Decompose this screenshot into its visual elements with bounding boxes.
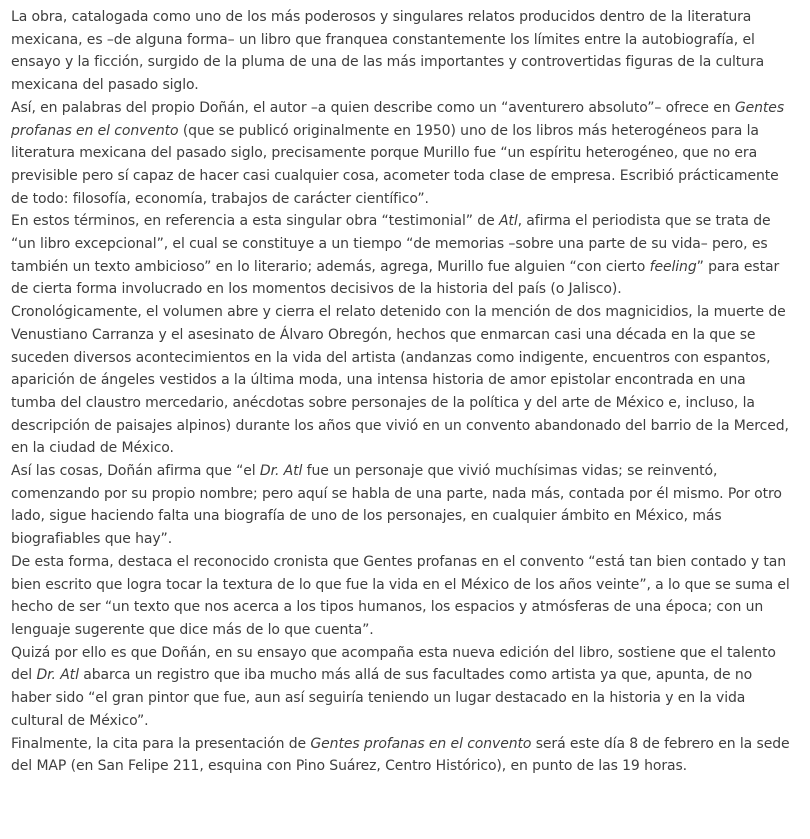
text-run: abarca un registro que iba mucho más allá de sus facultades como artista ya que, apunta, de no haber sido “el gran pintor que fue, aun así seguiría teniendo un lugar destacado en la historia y en la vida cultural de México”.: [11, 667, 753, 729]
text-run: (que se publicó originalmente en 1950) uno de los libros más heterogéneos para la literatura mexicana del pasado siglo, precisamente porque Murillo fue “un espíritu heterogéneo, que no era previsible pero sí capaz de hacer casi cualquier cosa, acometer toda clase de empresa. Escribió prácticamente de todo: filosofía, economía, trabajos de carácter científico”.: [11, 122, 779, 207]
text-run: La obra, catalogada como uno de los más poderosos y singulares relatos producidos dentro de la literatura mexicana, es –de alguna forma– un libro que franquea constantemente los límites entre la autobiografía, el ensayo y la ficción, surgido de la pluma de una de las más importantes y controvertidas figuras de la cultura mexicana del pasado siglo.: [11, 9, 765, 94]
paragraph: [11, 97, 790, 211]
text-run: En estos términos, en referencia a esta singular obra “testimonial” de: [11, 213, 499, 230]
italic-text-run: Dr. Atl: [36, 667, 79, 684]
italic-text-run: feeling: [649, 258, 697, 275]
text-run: fue un personaje que vivió muchísimas vidas; se reinventó, comenzando por su propio nombre; pero aquí se habla de una parte, nada más, contada por él mismo. Por otro lado, sigue haciendo falta una biografía de uno de los personajes, en cualquier ámbito en México, más biografiables que hay”.: [11, 463, 782, 548]
text-run: Cronológicamente, el volumen abre y cierra el relato detenido con la mención de dos magnicidios, la muerte de Venustiano Carranza y el asesinato de Álvaro Obregón, hechos que enmarcan casi una década en la que se suceden diversos acontecimientos en la vida del artista (andanzas como indigente, encuentros con espantos, aparición de ángeles vestidos a la última moda, una intensa historia de amor epistolar encontrada en una tumba del claustro mercedario, anécdotas sobre personajes de la política y del arte de México e, incluso, la descripción de paisajes alpinos) durante los años que vivió en un convento abandonado del barrio de la Merced, en la ciudad de México.: [11, 304, 789, 457]
paragraph: [11, 460, 790, 551]
paragraph: [11, 642, 790, 733]
paragraph: [11, 301, 790, 460]
text-run: Quizá por ello es que Doñán, en su ensayo que acompaña esta nueva edición del libro, sostiene que el talento del: [11, 644, 776, 684]
text-run: De esta forma, destaca el reconocido cronista que Gentes profanas en el convento “está tan bien contado y tan bien escrito que logra tocar la textura de lo que fue la vida en el México de los años veinte”, a lo que se suma el hecho de ser “un texto que nos acerca a los tipos humanos, los espacios y atmósferas de una época; con un lenguaje sugerente que dice más de lo que cuenta”.: [11, 553, 790, 638]
paragraph: [11, 210, 790, 301]
italic-text-run: Gentes profanas en el convento: [310, 735, 532, 752]
text-run: , afirma el periodista que se trata de “un libro excepcional”, el cual se constituye a un tiempo “de memorias –sobre una parte de su vida– pero, es también un texto ambicioso” en lo literario; además, agrega, Murillo fue alguien “con cierto: [11, 213, 771, 275]
italic-text-run: Gentes profanas en el convento: [11, 99, 785, 139]
text-run: Finalmente, la cita para la presentación de: [11, 735, 311, 752]
text-run: Así, en palabras del propio Doñán, el autor –a quien describe como un “aventurero absoluto”– ofrece en: [11, 99, 735, 116]
paragraph: [11, 6, 790, 97]
italic-text-run: Atl: [498, 213, 518, 230]
italic-text-run: Dr. Atl: [259, 463, 303, 480]
paragraph: [11, 551, 790, 642]
text-run: ” para estar de cierta forma involucrado en los momentos decisivos de la historia del país (o Jalisco).: [11, 258, 780, 298]
paragraph: [11, 733, 790, 778]
text-run: Así las cosas, Doñán afirma que “el: [11, 463, 260, 480]
text-run: será este día 8 de febrero en la sede del MAP (en San Felipe 211, esquina con Pino Suárez, Centro Histórico), en punto de las 19 horas.: [11, 735, 790, 775]
